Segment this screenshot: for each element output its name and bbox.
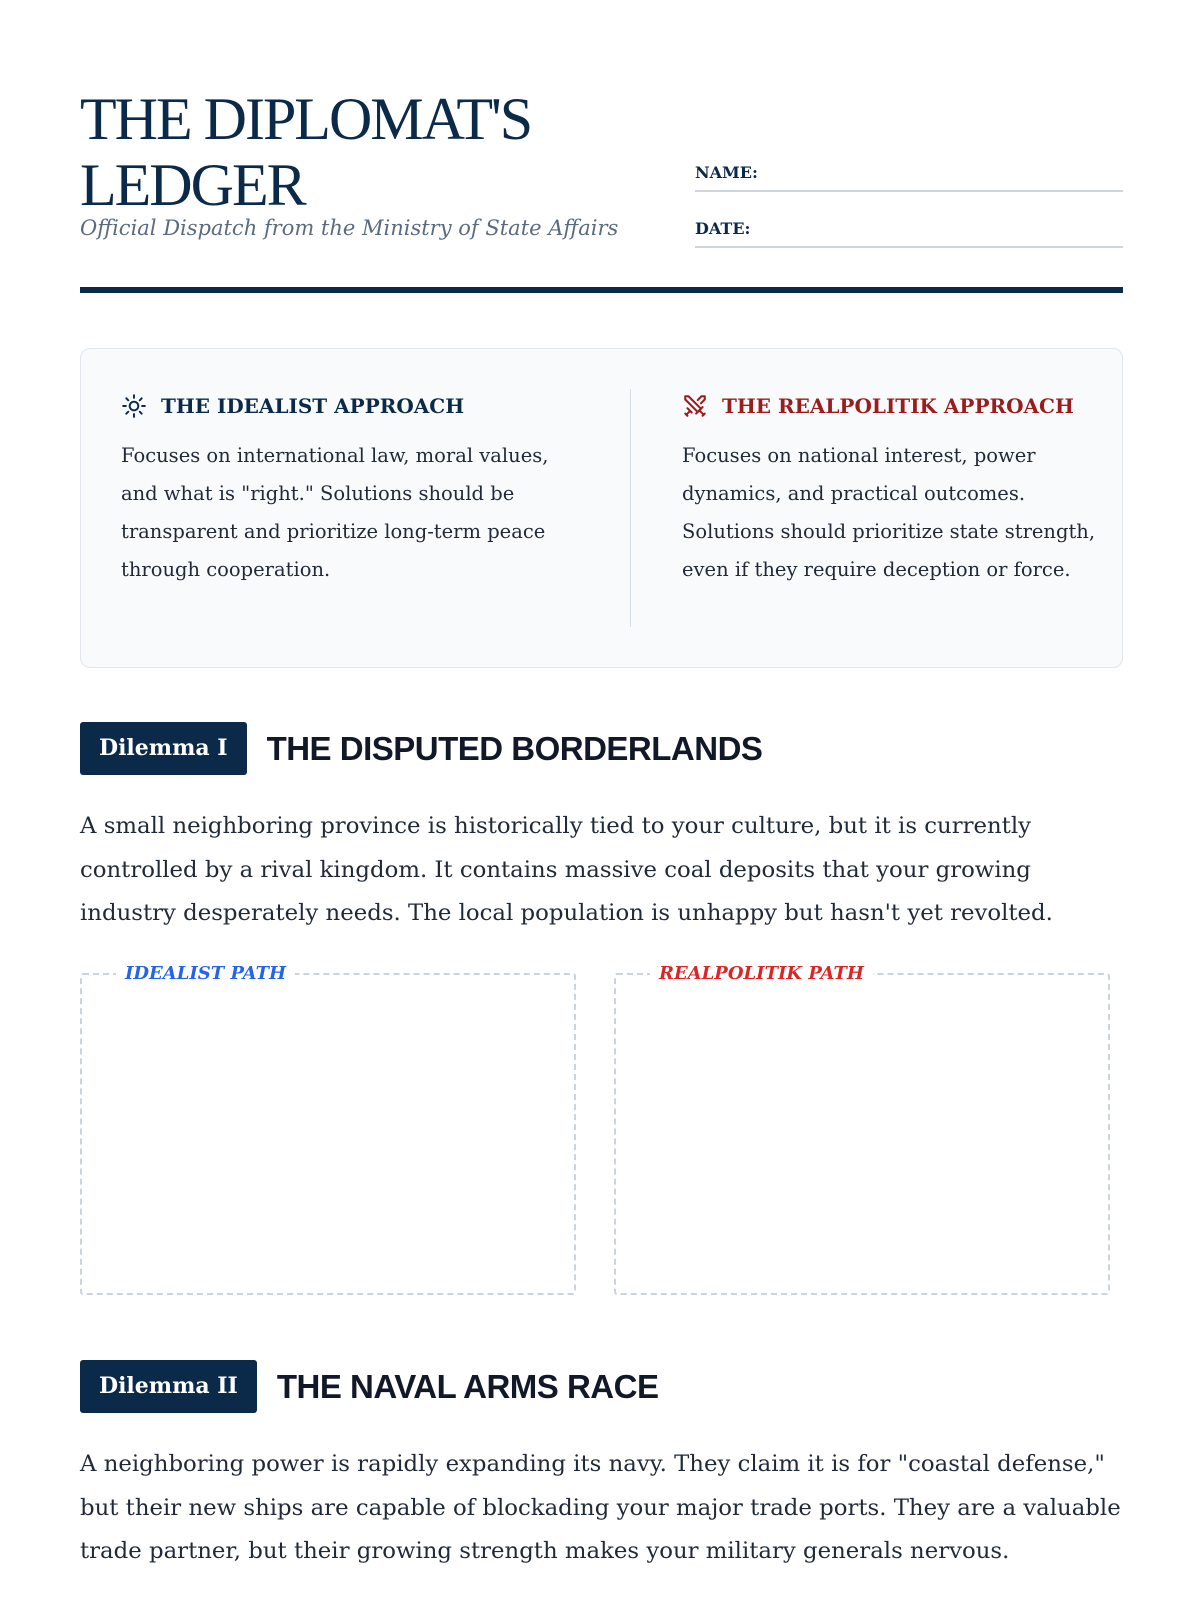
header-divider (80, 287, 1123, 293)
dilemma-2-title: THE NAVAL ARMS RACE (276, 1367, 659, 1405)
dilemma-2 (80, 1360, 1123, 1574)
idealist-description: Focuses on international law, moral values, and what is "right." Solutions should be transparent and prioritize long-term peace through cooperation. (121, 444, 549, 581)
dilemma-1-badge: Dilemma I (80, 722, 247, 775)
dilemma-2-text: A neighboring power is rapidly expanding its navy. They claim it is for "coastal defense," but their new ships are capable of blockading your major trade ports. They are a valuable trade partner, but their growing strength makes your military generals nervous. (80, 1451, 1121, 1564)
dilemma-2-heading (80, 1360, 1123, 1413)
dilemma-1-answer-paths (80, 963, 1123, 1293)
approach-comparison-box (80, 348, 1123, 668)
date-field[interactable] (695, 212, 1123, 248)
header (80, 86, 1123, 246)
dilemma-1-text: A small neighboring province is historically tied to your culture, but it is currently controlled by a rival kingdom. It contains massive coal deposits that your growing industry desperately needs. The local population is unhappy but hasn't yet revolted. (80, 813, 1053, 926)
realpolitik-path-label: REALPOLITIK PATH (650, 963, 873, 985)
crossed-swords-icon (682, 393, 708, 419)
dilemma-1 (80, 722, 1123, 936)
realpolitik-approach (682, 389, 1102, 589)
idealist-path-box[interactable] (80, 963, 576, 1295)
realpolitik-path-box[interactable] (614, 963, 1110, 1295)
idealist-title: THE IDEALIST APPROACH (161, 394, 465, 418)
approach-divider (630, 389, 631, 627)
page-subtitle: Official Dispatch from the Ministry of State Affairs (80, 216, 619, 240)
dilemma-2-badge: Dilemma II (80, 1360, 257, 1413)
name-field[interactable] (695, 156, 1123, 192)
page-title: THE DIPLOMAT'S LEDGER (80, 86, 532, 218)
idealist-heading (121, 389, 571, 423)
date-label: DATE: (695, 219, 751, 238)
realpolitik-description: Focuses on national interest, power dynamics, and practical outcomes. Solutions should prioritize state strength, even if they require deception or force. (682, 444, 1096, 581)
realpolitik-heading (682, 389, 1102, 423)
sun-icon (121, 393, 147, 419)
realpolitik-title: THE REALPOLITIK APPROACH (722, 394, 1074, 418)
idealist-path-label: IDEALIST PATH (116, 963, 295, 985)
dilemma-1-heading (80, 722, 1123, 775)
student-fields (695, 156, 1123, 268)
name-label: NAME: (695, 163, 758, 182)
idealist-approach (121, 389, 571, 589)
dilemma-1-title: THE DISPUTED BORDERLANDS (266, 729, 763, 767)
